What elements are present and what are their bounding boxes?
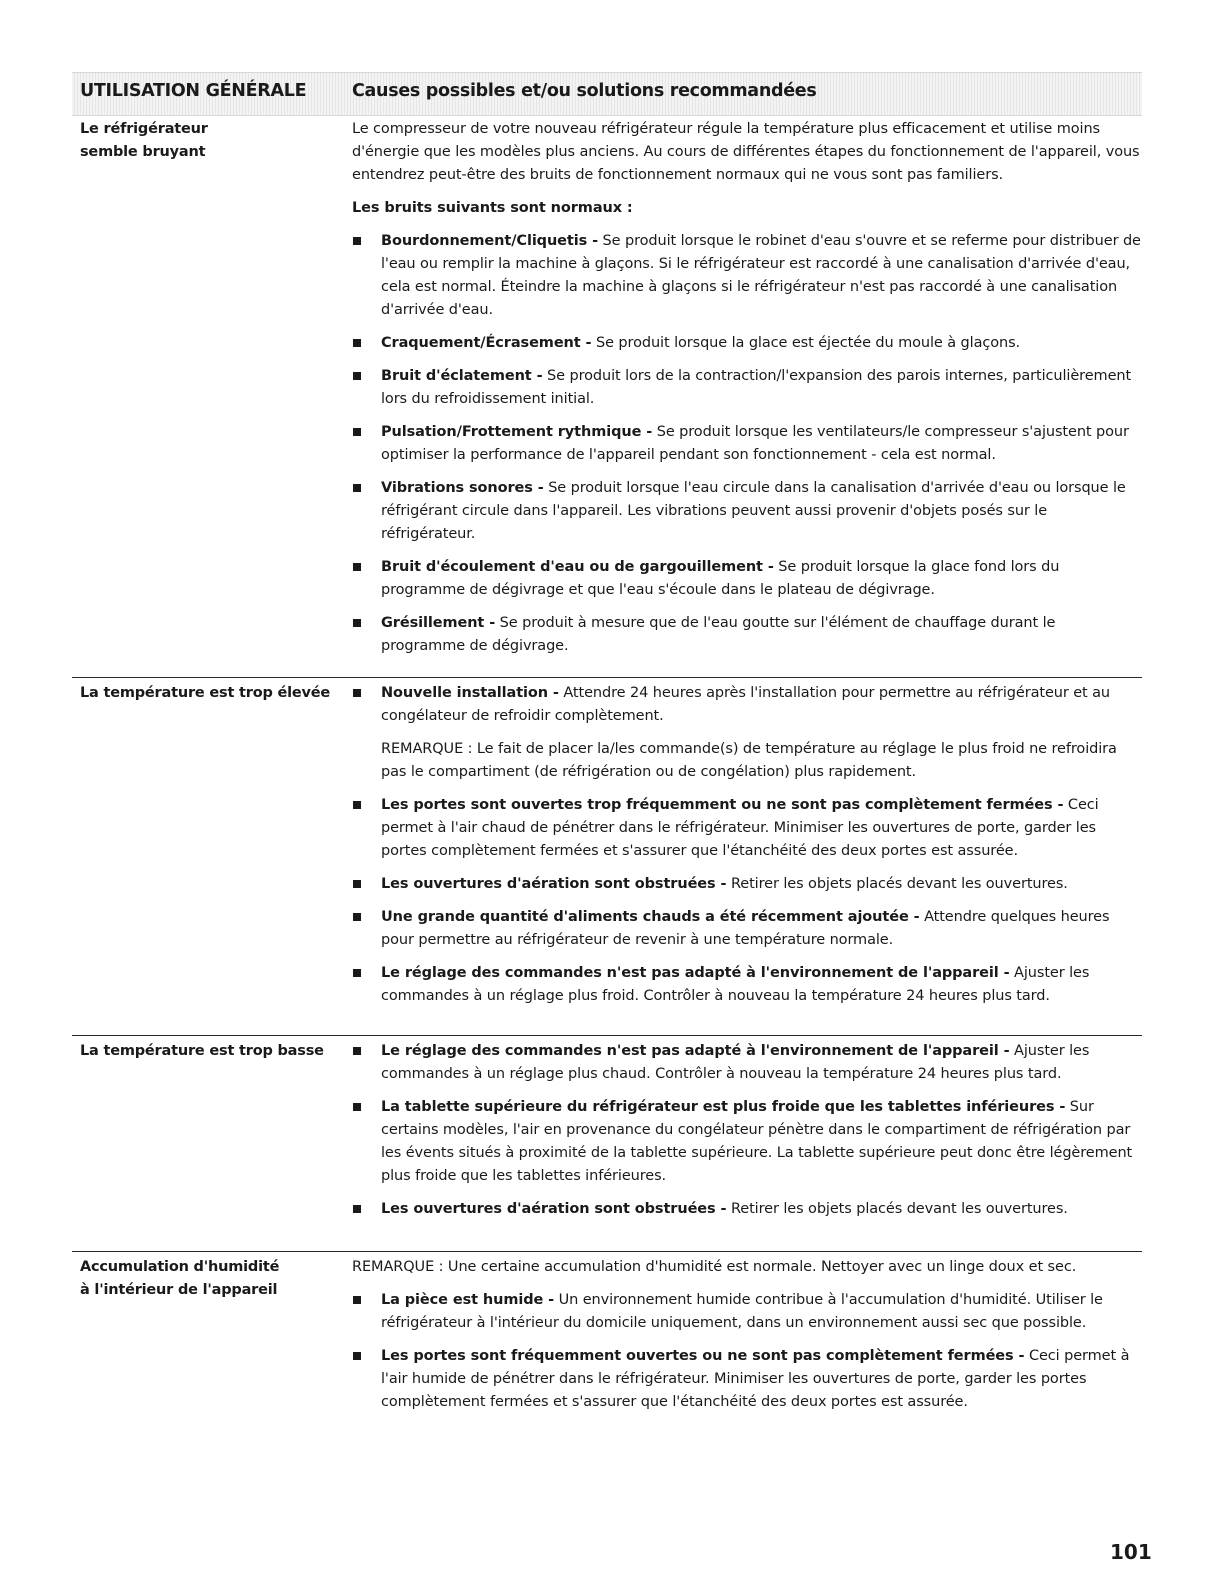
list-item (352, 794, 1142, 863)
list-item (352, 1040, 1142, 1086)
list-item (352, 1096, 1142, 1188)
item-text: Sur certains modèles, l'air en provenance du congélateur pénètre dans le compartiment de réfrigération par les évents situés à proximité de la tablette supérieure. La tablette supérieure peut donc être légèrement plus froide que les tablettes inférieures. (381, 1099, 1133, 1184)
bullet-square-icon (353, 619, 361, 627)
item-text: Retirer les objets placés devant les ouvertures. (726, 1201, 1068, 1217)
item-label: Les portes sont ouvertes trop fréquemment ou ne sont pas complètement fermées - (381, 797, 1064, 813)
item-text: Se produit lorsque l'eau circule dans la canalisation d'arrivée d'eau ou lorsque le réfrigérant circule dans l'appareil. Les vibrations peuvent aussi provenir d'objets posés sur le réfrigérateur. (381, 480, 1126, 542)
list-item (352, 477, 1142, 546)
bullet-square-icon (353, 1047, 361, 1055)
note-text: REMARQUE : Le fait de placer la/les commande(s) de température au réglage le plus froid ne refroidira pas le compartiment (de réfrigération ou de congélation) plus rapidement. (381, 741, 1117, 780)
item-text: Retirer les objets placés devant les ouvertures. (726, 876, 1068, 892)
section-temp-too-high (72, 677, 1142, 1004)
bullet-square-icon (353, 801, 361, 809)
item-label: Bruit d'écoulement d'eau ou de gargouillement - (381, 559, 774, 575)
item-label: Bourdonnement/Cliquetis - (381, 233, 599, 249)
item-label: Le réglage des commandes n'est pas adapté à l'environnement de l'appareil - (381, 965, 1010, 981)
section-moisture (72, 1251, 1142, 1410)
page-number: 101 (1110, 1540, 1152, 1564)
item-label: Les ouvertures d'aération sont obstruées - (381, 876, 727, 892)
item-text: Se produit lorsque les ventilateurs/le compresseur s'ajustent pour optimiser la performance de l'appareil pendant son fonctionnement - cela est normal. (381, 424, 1129, 463)
item-label: Le réglage des commandes n'est pas adapté à l'environnement de l'appareil - (381, 1043, 1010, 1059)
item-text: Ajuster les commandes à un réglage plus froid. Contrôler à nouveau la température 24 heures plus tard. (381, 965, 1090, 1004)
bullet-square-icon (353, 1205, 361, 1213)
bullet-square-icon (353, 1103, 361, 1111)
item-text: Attendre 24 heures après l'installation pour permettre au réfrigérateur et au congélateur de refroidir complètement. (381, 685, 1111, 724)
list-item (352, 682, 1142, 728)
item-label: Les portes sont fréquemment ouvertes ou ne sont pas complètement fermées - (381, 1348, 1025, 1364)
solutions (352, 1256, 1142, 1424)
item-label: Une grande quantité d'aliments chauds a été récemment ajoutée - (381, 909, 920, 925)
problem-label: Accumulation d'humidité à l'intérieur de l'appareil (80, 1259, 280, 1298)
header-right: Causes possibles et/ou solutions recommandées (352, 81, 817, 101)
list-item (352, 365, 1142, 411)
item-label: Les ouvertures d'aération sont obstruées - (381, 1201, 727, 1217)
bullet-square-icon (353, 339, 361, 347)
bullet-square-icon (353, 1352, 361, 1360)
item-label: La tablette supérieure du réfrigérateur est plus froide que les tablettes inférieures - (381, 1099, 1066, 1115)
item-text: Ajuster les commandes à un réglage plus chaud. Contrôler à nouveau la température 24 heures plus tard. (381, 1043, 1090, 1082)
header-left: UTILISATION GÉNÉRALE (80, 81, 307, 101)
solutions (352, 1040, 1142, 1231)
item-text: Ceci permet à l'air humide de pénétrer dans le réfrigérateur. Minimiser les ouvertures de porte, garder les portes complètement fermées et s'assurer que l'étanchéité des deux portes est assurée. (381, 1348, 1130, 1410)
solutions (352, 118, 1142, 668)
bullet-square-icon (353, 913, 361, 921)
item-text: Ceci permet à l'air chaud de pénétrer dans le réfrigérateur. Minimiser les ouvertures de porte, garder les portes complètement fermées et s'assurer que l'étanchéité des deux portes est assurée. (381, 797, 1099, 859)
bullet-square-icon (353, 1296, 361, 1304)
bullet-square-icon (353, 428, 361, 436)
problem-label: La température est trop élevée (80, 685, 331, 701)
subheading: Les bruits suivants sont normaux : (352, 200, 633, 216)
item-label: Craquement/Écrasement - (381, 335, 592, 351)
item-label: Nouvelle installation - (381, 685, 559, 701)
bullet-square-icon (353, 563, 361, 571)
list-item (352, 556, 1142, 602)
list-item (352, 230, 1142, 322)
item-label: Grésillement - (381, 615, 496, 631)
bullet-square-icon (353, 372, 361, 380)
bullet-square-icon (353, 689, 361, 697)
list-item (352, 962, 1142, 1008)
item-label: Bruit d'éclatement - (381, 368, 543, 384)
problem-label: La température est trop basse (80, 1043, 324, 1059)
list-item (352, 1345, 1142, 1414)
list-item (352, 332, 1142, 355)
item-label: La pièce est humide - (381, 1292, 555, 1308)
solutions (352, 682, 1142, 1018)
item-label: Pulsation/Frottement rythmique - (381, 424, 653, 440)
list-item (352, 1289, 1142, 1335)
list-item (352, 873, 1142, 896)
bullet-square-icon (353, 969, 361, 977)
note-text: REMARQUE : Une certaine accumulation d'humidité est normale. Nettoyer avec un linge doux et sec. (352, 1259, 1077, 1275)
list-item (352, 906, 1142, 952)
bullet-square-icon (353, 237, 361, 245)
list-item (352, 1198, 1142, 1221)
item-text: Se produit à mesure que de l'eau goutte sur l'élément de chauffage durant le programme de dégivrage. (381, 615, 1056, 654)
item-text: Un environnement humide contribue à l'accumulation d'humidité. Utiliser le réfrigérateur à l'intérieur du domicile uniquement, dans un environnement aussi sec que possible. (381, 1292, 1103, 1331)
item-text: Se produit lorsque le robinet d'eau s'ouvre et se referme pour distribuer de l'eau ou remplir la machine à glaçons. Si le réfrigérateur est raccordé à une canalisation d'arrivée d'eau, cela est normal. Éteindre la machine à glaçons si le réfrigérateur n'est pas raccordé à une canalisation d'arrivée d'eau. (381, 233, 1141, 318)
item-text: Se produit lorsque la glace est éjectée du moule à glaçons. (591, 335, 1021, 351)
list-item (352, 612, 1142, 658)
item-label: Vibrations sonores - (381, 480, 544, 496)
bullet-square-icon (353, 880, 361, 888)
item-text: Se produit lorsque la glace fond lors du programme de dégivrage et que l'eau s'écoule dans le plateau de dégivrage. (381, 559, 1060, 598)
section-temp-too-low (72, 1035, 1142, 1217)
bullet-square-icon (353, 484, 361, 492)
item-text: Attendre quelques heures pour permettre au réfrigérateur de revenir à une température normale. (381, 909, 1110, 948)
problem-label: Le réfrigérateur semble bruyant (80, 121, 208, 160)
item-text: Se produit lors de la contraction/l'expansion des parois internes, particulièrement lors du refroidissement initial. (381, 368, 1132, 407)
intro-text: Le compresseur de votre nouveau réfrigérateur régule la température plus efficacement et utilise moins d'énergie que les modèles plus anciens. Au cours de différentes étapes du fonctionnement de l'appareil, vous entendrez peut-être des bruits de fonctionnement normaux qui ne vous sont pas familiers. (352, 121, 1140, 183)
list-item (352, 421, 1142, 467)
